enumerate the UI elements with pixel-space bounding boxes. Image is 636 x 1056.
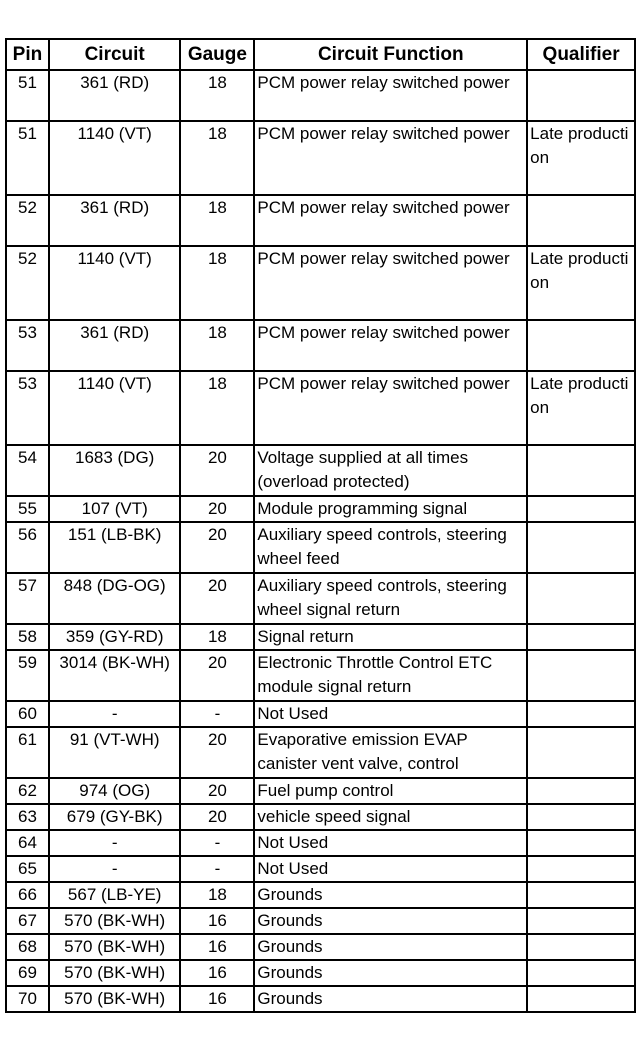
pin-cell: 62 (6, 778, 49, 804)
pin-cell: 52 (6, 246, 49, 320)
function-cell: Grounds (254, 986, 527, 1012)
table-row (6, 246, 635, 320)
table-row (6, 830, 635, 856)
function-cell: Signal return (254, 624, 527, 650)
qualifier-cell (527, 882, 635, 908)
pin-cell: 69 (6, 960, 49, 986)
function-cell: PCM power relay switched power (254, 371, 527, 445)
function-cell: Evaporative emission EVAP canister vent valve, control (254, 727, 527, 778)
qualifier-cell: Late production (527, 246, 635, 320)
gauge-cell: 20 (180, 445, 254, 496)
function-cell: Grounds (254, 882, 527, 908)
function-cell: Fuel pump control (254, 778, 527, 804)
table-row (6, 960, 635, 986)
circuit-cell: 974 (OG) (49, 778, 181, 804)
gauge-cell: 20 (180, 650, 254, 701)
pin-cell: 66 (6, 882, 49, 908)
header-row (6, 39, 635, 70)
function-cell: Grounds (254, 960, 527, 986)
table-row (6, 908, 635, 934)
pin-cell: 68 (6, 934, 49, 960)
function-cell: Grounds (254, 908, 527, 934)
gauge-cell: 18 (180, 371, 254, 445)
qualifier-cell (527, 960, 635, 986)
circuit-cell: 3014 (BK-WH) (49, 650, 181, 701)
gauge-cell: 18 (180, 70, 254, 121)
function-cell: Not Used (254, 701, 527, 727)
qualifier-header: Qualifier (527, 39, 635, 70)
pin-cell: 52 (6, 195, 49, 246)
qualifier-cell (527, 727, 635, 778)
circuit-cell: 107 (VT) (49, 496, 181, 522)
pin-cell: 61 (6, 727, 49, 778)
gauge-cell: - (180, 856, 254, 882)
qualifier-cell (527, 650, 635, 701)
table-row (6, 624, 635, 650)
gauge-cell: 20 (180, 573, 254, 624)
table-row (6, 650, 635, 701)
pin-cell: 58 (6, 624, 49, 650)
qualifier-cell (527, 445, 635, 496)
table-row (6, 882, 635, 908)
table-row (6, 320, 635, 371)
gauge-cell: - (180, 701, 254, 727)
gauge-cell: 18 (180, 882, 254, 908)
gauge-header: Gauge (180, 39, 254, 70)
table-row (6, 522, 635, 573)
circuit-cell: 570 (BK-WH) (49, 960, 181, 986)
gauge-cell: 16 (180, 960, 254, 986)
pin-cell: 67 (6, 908, 49, 934)
gauge-cell: 16 (180, 986, 254, 1012)
function-cell: PCM power relay switched power (254, 320, 527, 371)
circuit-cell: 1140 (VT) (49, 371, 181, 445)
pin-header: Pin (6, 39, 49, 70)
gauge-cell: 20 (180, 522, 254, 573)
circuit-cell: - (49, 856, 181, 882)
circuit-cell: 1140 (VT) (49, 246, 181, 320)
circuit-cell: 359 (GY-RD) (49, 624, 181, 650)
qualifier-cell (527, 908, 635, 934)
pin-cell: 54 (6, 445, 49, 496)
qualifier-cell (527, 624, 635, 650)
qualifier-cell (527, 778, 635, 804)
pin-cell: 53 (6, 320, 49, 371)
function-cell: PCM power relay switched power (254, 121, 527, 195)
function-cell: Not Used (254, 830, 527, 856)
qualifier-cell (527, 573, 635, 624)
pin-cell: 51 (6, 70, 49, 121)
function-cell: PCM power relay switched power (254, 246, 527, 320)
table-row (6, 804, 635, 830)
gauge-cell: 16 (180, 934, 254, 960)
table-row (6, 573, 635, 624)
gauge-cell: 18 (180, 121, 254, 195)
gauge-cell: 20 (180, 778, 254, 804)
qualifier-cell (527, 830, 635, 856)
circuit-cell: 1140 (VT) (49, 121, 181, 195)
table-row (6, 70, 635, 121)
function-cell: Voltage supplied at all times (overload protected) (254, 445, 527, 496)
table-row (6, 195, 635, 246)
qualifier-cell (527, 804, 635, 830)
circuit-cell: 361 (RD) (49, 195, 181, 246)
gauge-cell: 20 (180, 496, 254, 522)
circuit-cell: 570 (BK-WH) (49, 908, 181, 934)
circuit-cell: 361 (RD) (49, 320, 181, 371)
table-row (6, 934, 635, 960)
gauge-cell: 18 (180, 320, 254, 371)
qualifier-cell (527, 320, 635, 371)
table-row (6, 856, 635, 882)
function-header: Circuit Function (254, 39, 527, 70)
pin-cell: 70 (6, 986, 49, 1012)
gauge-cell: - (180, 830, 254, 856)
pin-cell: 57 (6, 573, 49, 624)
function-cell: Grounds (254, 934, 527, 960)
function-cell: Module programming signal (254, 496, 527, 522)
table-row (6, 701, 635, 727)
gauge-cell: 20 (180, 727, 254, 778)
circuit-cell: 570 (BK-WH) (49, 934, 181, 960)
pin-cell: 63 (6, 804, 49, 830)
function-cell: PCM power relay switched power (254, 195, 527, 246)
gauge-cell: 18 (180, 624, 254, 650)
qualifier-cell (527, 522, 635, 573)
circuit-cell: - (49, 701, 181, 727)
circuit-cell: 679 (GY-BK) (49, 804, 181, 830)
circuit-cell: 567 (LB-YE) (49, 882, 181, 908)
qualifier-cell (527, 195, 635, 246)
table-row (6, 727, 635, 778)
function-cell: PCM power relay switched power (254, 70, 527, 121)
function-cell: Auxiliary speed controls, steering wheel feed (254, 522, 527, 573)
qualifier-cell: Late production (527, 371, 635, 445)
qualifier-cell (527, 986, 635, 1012)
pin-cell: 53 (6, 371, 49, 445)
function-cell: vehicle speed signal (254, 804, 527, 830)
circuit-cell: 91 (VT-WH) (49, 727, 181, 778)
table-row (6, 986, 635, 1012)
pin-cell: 55 (6, 496, 49, 522)
pin-cell: 56 (6, 522, 49, 573)
function-cell: Auxiliary speed controls, steering wheel signal return (254, 573, 527, 624)
circuit-cell: 151 (LB-BK) (49, 522, 181, 573)
circuit-cell: - (49, 830, 181, 856)
qualifier-cell (527, 496, 635, 522)
pin-cell: 64 (6, 830, 49, 856)
table-row (6, 445, 635, 496)
pin-cell: 59 (6, 650, 49, 701)
table-row (6, 778, 635, 804)
table-row (6, 371, 635, 445)
table-row (6, 121, 635, 195)
pin-cell: 65 (6, 856, 49, 882)
gauge-cell: 20 (180, 804, 254, 830)
gauge-cell: 18 (180, 195, 254, 246)
circuit-cell: 361 (RD) (49, 70, 181, 121)
pin-cell: 51 (6, 121, 49, 195)
circuit-cell: 570 (BK-WH) (49, 986, 181, 1012)
qualifier-cell (527, 856, 635, 882)
gauge-cell: 16 (180, 908, 254, 934)
pinout-table (5, 38, 636, 1013)
function-cell: Electronic Throttle Control ETC module signal return (254, 650, 527, 701)
qualifier-cell (527, 934, 635, 960)
circuit-cell: 848 (DG-OG) (49, 573, 181, 624)
circuit-header: Circuit (49, 39, 181, 70)
qualifier-cell: Late production (527, 121, 635, 195)
qualifier-cell (527, 70, 635, 121)
gauge-cell: 18 (180, 246, 254, 320)
qualifier-cell (527, 701, 635, 727)
circuit-cell: 1683 (DG) (49, 445, 181, 496)
table-row (6, 496, 635, 522)
pin-cell: 60 (6, 701, 49, 727)
function-cell: Not Used (254, 856, 527, 882)
